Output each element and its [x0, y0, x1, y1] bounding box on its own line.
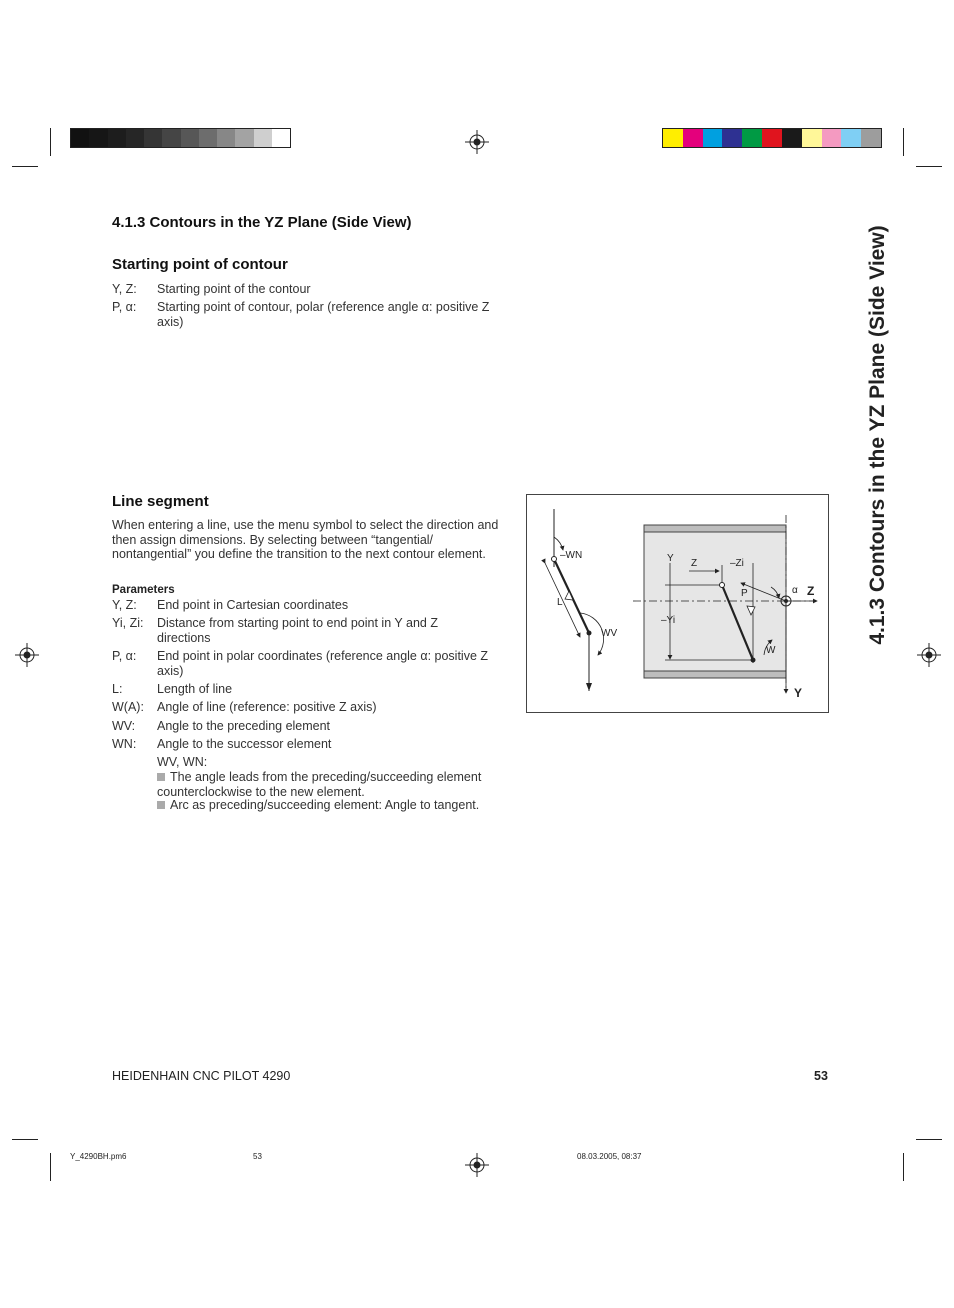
color-swatch: [782, 129, 802, 147]
start-point: [552, 557, 557, 562]
param-desc: End point in polar coordinates (reference angle α: positive Z axis): [157, 649, 489, 678]
note-item: [157, 798, 507, 813]
param-row: [112, 616, 512, 646]
label-l: L: [557, 597, 563, 608]
param-term: P, α:: [112, 649, 137, 663]
param-term: P, α:: [112, 300, 137, 314]
color-swatch: [861, 129, 881, 147]
label-wv: WV: [601, 628, 618, 639]
color-swatch: [703, 129, 723, 147]
crop-mark: [916, 166, 942, 167]
color-swatch: [822, 129, 842, 147]
line-segment-intro: When entering a line, use the menu symbol to select the direction and then assign dimensions. By selecting between “tangential/ nontangential” you define the transition to the next contour element.: [112, 518, 499, 561]
grayscale-bar: [70, 128, 291, 148]
color-swatch: [742, 129, 762, 147]
note-title: WV, WN:: [157, 755, 208, 769]
crop-mark: [903, 128, 904, 156]
param-desc: Distance from starting point to end point in Y and Z directions: [157, 616, 438, 645]
param-row: [112, 719, 512, 735]
param-desc: End point in Cartesian coordinates: [157, 598, 349, 612]
color-swatch: [162, 129, 180, 147]
end-point: [587, 631, 592, 636]
registration-target-icon: [465, 1153, 489, 1177]
note-text: The angle leads from the preceding/succeeding element counterclockwise to the new element.: [157, 770, 482, 799]
color-swatch: [235, 129, 253, 147]
color-swatch: [272, 129, 290, 147]
registration-target-icon: [917, 643, 941, 667]
end-point: [751, 658, 756, 663]
param-desc: Starting point of contour, polar (reference angle α: positive Z axis): [157, 300, 490, 329]
registration-target-icon: [15, 643, 39, 667]
param-term: WV:: [112, 719, 136, 733]
color-swatch: [802, 129, 822, 147]
param-row: [112, 700, 512, 716]
param-row: [112, 282, 512, 298]
workpiece-edge: [644, 525, 786, 532]
param-row: [112, 300, 512, 330]
color-swatch: [841, 129, 861, 147]
label-y-axis: Y: [794, 686, 803, 700]
color-swatch: [181, 129, 199, 147]
param-row: [112, 682, 512, 698]
color-swatch: [217, 129, 235, 147]
side-title-text: 4.1.3 Contours in the YZ Plane (Side View): [866, 225, 889, 645]
label-z-axis: Z: [807, 584, 815, 598]
param-term: L:: [112, 682, 123, 696]
note-text: Arc as preceding/succeeding element: Angle to tangent.: [170, 798, 480, 812]
param-term: Yi, Zi:: [112, 616, 144, 630]
param-desc: Angle to the preceding element: [157, 719, 331, 733]
axis-arrow: [586, 683, 592, 691]
footer-product: HEIDENHAIN CNC PILOT 4290: [112, 1069, 291, 1083]
line-segment-title: Line segment: [112, 493, 209, 510]
page-number: 53: [814, 1069, 828, 1083]
param-desc: Angle of line (reference: positive Z axis): [157, 700, 377, 714]
color-swatch: [71, 129, 89, 147]
parameters-label: Parameters: [112, 584, 175, 596]
label-p: P: [741, 588, 748, 599]
slug-date: 08.03.2005, 08:37: [577, 1152, 642, 1161]
label-zi: –Zi: [730, 558, 744, 569]
param-desc: Angle to the successor element: [157, 737, 332, 751]
note-item: [157, 770, 507, 799]
crop-mark: [903, 1153, 904, 1181]
param-term: Y, Z:: [112, 282, 137, 296]
color-swatch: [762, 129, 782, 147]
slug-file: Y_4290BH.pm6: [70, 1152, 127, 1161]
color-bar: [662, 128, 882, 148]
section-heading: 4.1.3 Contours in the YZ Plane (Side View): [112, 214, 412, 231]
param-desc: Starting point of the contour: [157, 282, 311, 296]
starting-point-title: Starting point of contour: [112, 256, 288, 273]
label-alpha: α: [792, 585, 798, 596]
color-swatch: [199, 129, 217, 147]
label-y: Y: [667, 553, 674, 564]
color-swatch: [108, 129, 126, 147]
param-term: WN:: [112, 737, 137, 751]
label-yi: –Yi: [661, 615, 676, 626]
slug-page: 53: [253, 1152, 262, 1161]
start-point: [720, 583, 725, 588]
color-swatch: [144, 129, 162, 147]
color-swatch: [126, 129, 144, 147]
param-term: W(A):: [112, 700, 144, 714]
param-desc: Length of line: [157, 682, 233, 696]
side-title: [868, 215, 888, 655]
crop-mark: [12, 1139, 38, 1140]
workpiece-edge: [644, 671, 786, 678]
registration-target-icon: [465, 130, 489, 154]
color-swatch: [89, 129, 107, 147]
color-swatch: [683, 129, 703, 147]
color-swatch: [663, 129, 683, 147]
bullet-square-icon: [157, 801, 165, 809]
label-wn: –WN: [560, 550, 583, 561]
line-segment-diagram: [526, 494, 829, 713]
bullet-square-icon: [157, 773, 165, 781]
wn-arc: [554, 537, 563, 550]
param-row: [112, 737, 512, 753]
param-term: Y, Z:: [112, 598, 137, 612]
crop-mark: [50, 1153, 51, 1181]
param-row: [112, 649, 512, 679]
crop-mark: [50, 128, 51, 156]
crop-mark: [12, 166, 38, 167]
label-w: W: [766, 645, 776, 656]
label-z: Z: [691, 558, 698, 569]
color-swatch: [254, 129, 272, 147]
color-swatch: [722, 129, 742, 147]
crop-mark: [916, 1139, 942, 1140]
param-row: [112, 598, 512, 614]
